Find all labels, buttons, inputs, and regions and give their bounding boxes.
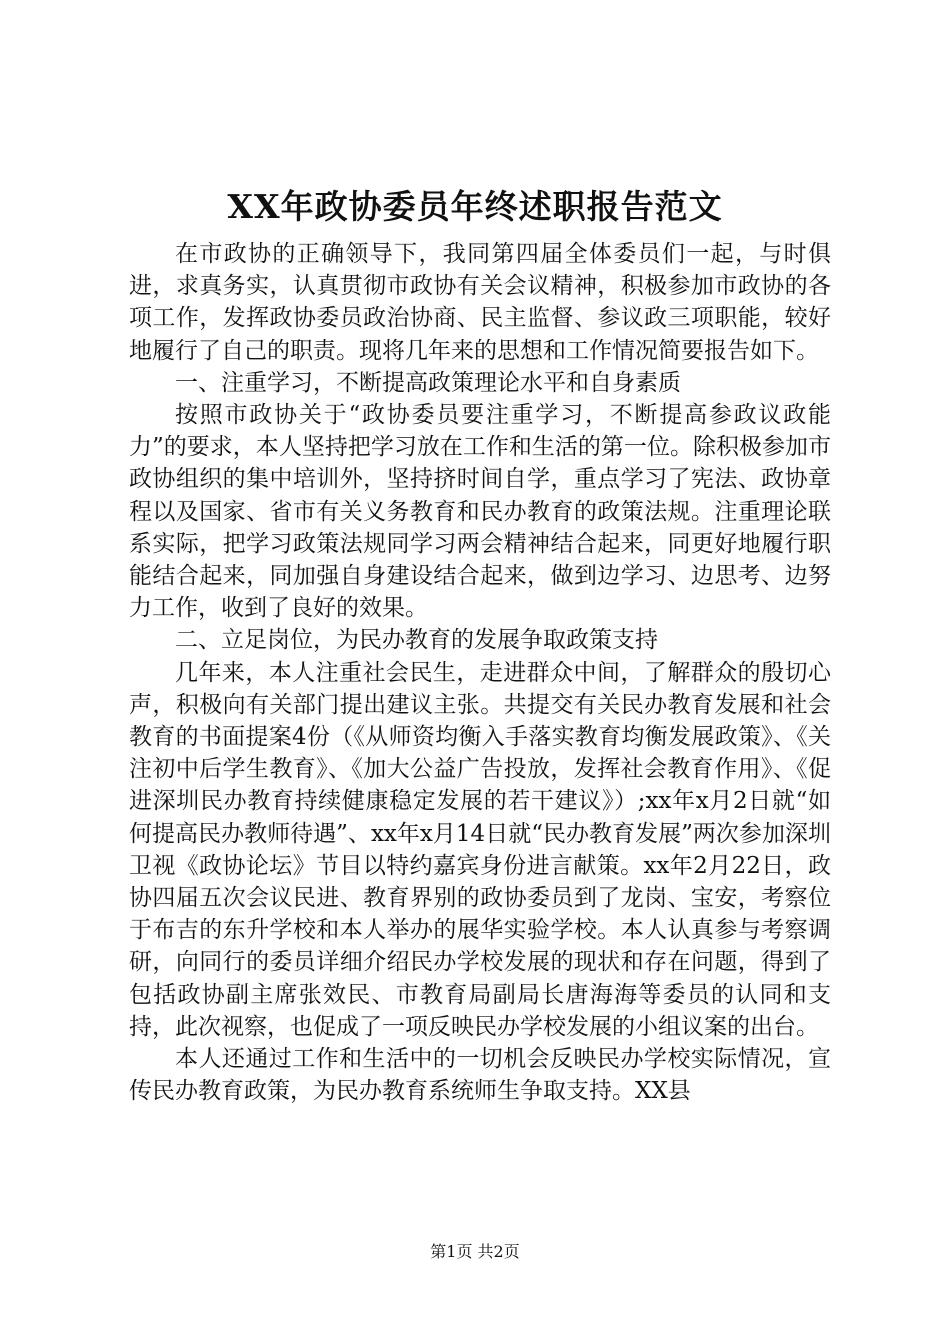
section-heading-2: 二、立足岗位，为民办教育的发展争取政策支持	[175, 627, 658, 654]
document-title: XX年政协委员年终述职报告范文	[227, 187, 723, 226]
page-number-footer: 第1页 共2页	[430, 1242, 520, 1261]
paragraph-proposals: 几年来，本人注重社会民生，走进群众中间，了解群众的殷切心声，积极向有关部门提出建议主张。共提交有关民办教育发展和社会教育的书面提案4份（《从师资均衡入手落实教育均衡发展政策》、《关注初中后学生教育》、《加大公益广告投放，发挥社会教育作用》、《促进深圳民办教育持续健康稳定发展的若干建议》）;xx年x月2日就“如何提高民办教师待遇”、xx年x月14日就“民办教育发展”两次参加深圳卫视《政协论坛》节目以特约嘉宾身份进言献策。xx年2月22日，政协四届五次会议民进、教育界别的政协委员到了龙岗、宝安，考察位于布吉的东升学校和本人举办的展华实验学校。本人认真参与考察调研，向同行的委员详细介绍民办学校发展的现状和存在问题，得到了包括政协副主席张效民、市教育局副局长唐海海等委员的认同和支持，此次视察，也促成了一项反映民办学校发展的小组议案的出台。	[129, 659, 831, 1040]
paragraph-intro: 在市政协的正确领导下，我同第四届全体委员们一起，与时俱进，求真务实，认真贯彻市政协有关会议精神，积极参加市政协的各项工作，发挥政协委员政治协商、民主监督、参议政三项职能，较好地履行了自己的职责。现将几年来的思想和工作情况简要报告如下。	[129, 241, 831, 364]
document-body	[129, 238, 831, 1107]
paragraph-study: 按照市政协关于“政协委员要注重学习，不断提高参政议政能力”的要求，本人坚持把学习放在工作和生活的第一位。除积极参加市政协组织的集中培训外，坚持挤时间自学，重点学习了宪法、政协章程以及国家、省市有关义务教育和民办教育的政策法规。注重理论联系实际，把学习政策法规同学习两会精神结合起来，同更好地履行职能结合起来，同加强自身建设结合起来，做到边学习、边思考、边努力工作，收到了良好的效果。	[129, 402, 831, 622]
paragraph-advocacy: 本人还通过工作和生活中的一切机会反映民办学校实际情况，宣传民办教育政策，为民办教育系统师生争取支持。XX县	[129, 1046, 831, 1105]
section-heading-1: 一、注重学习，不断提高政策理论水平和自身素质	[175, 369, 681, 396]
